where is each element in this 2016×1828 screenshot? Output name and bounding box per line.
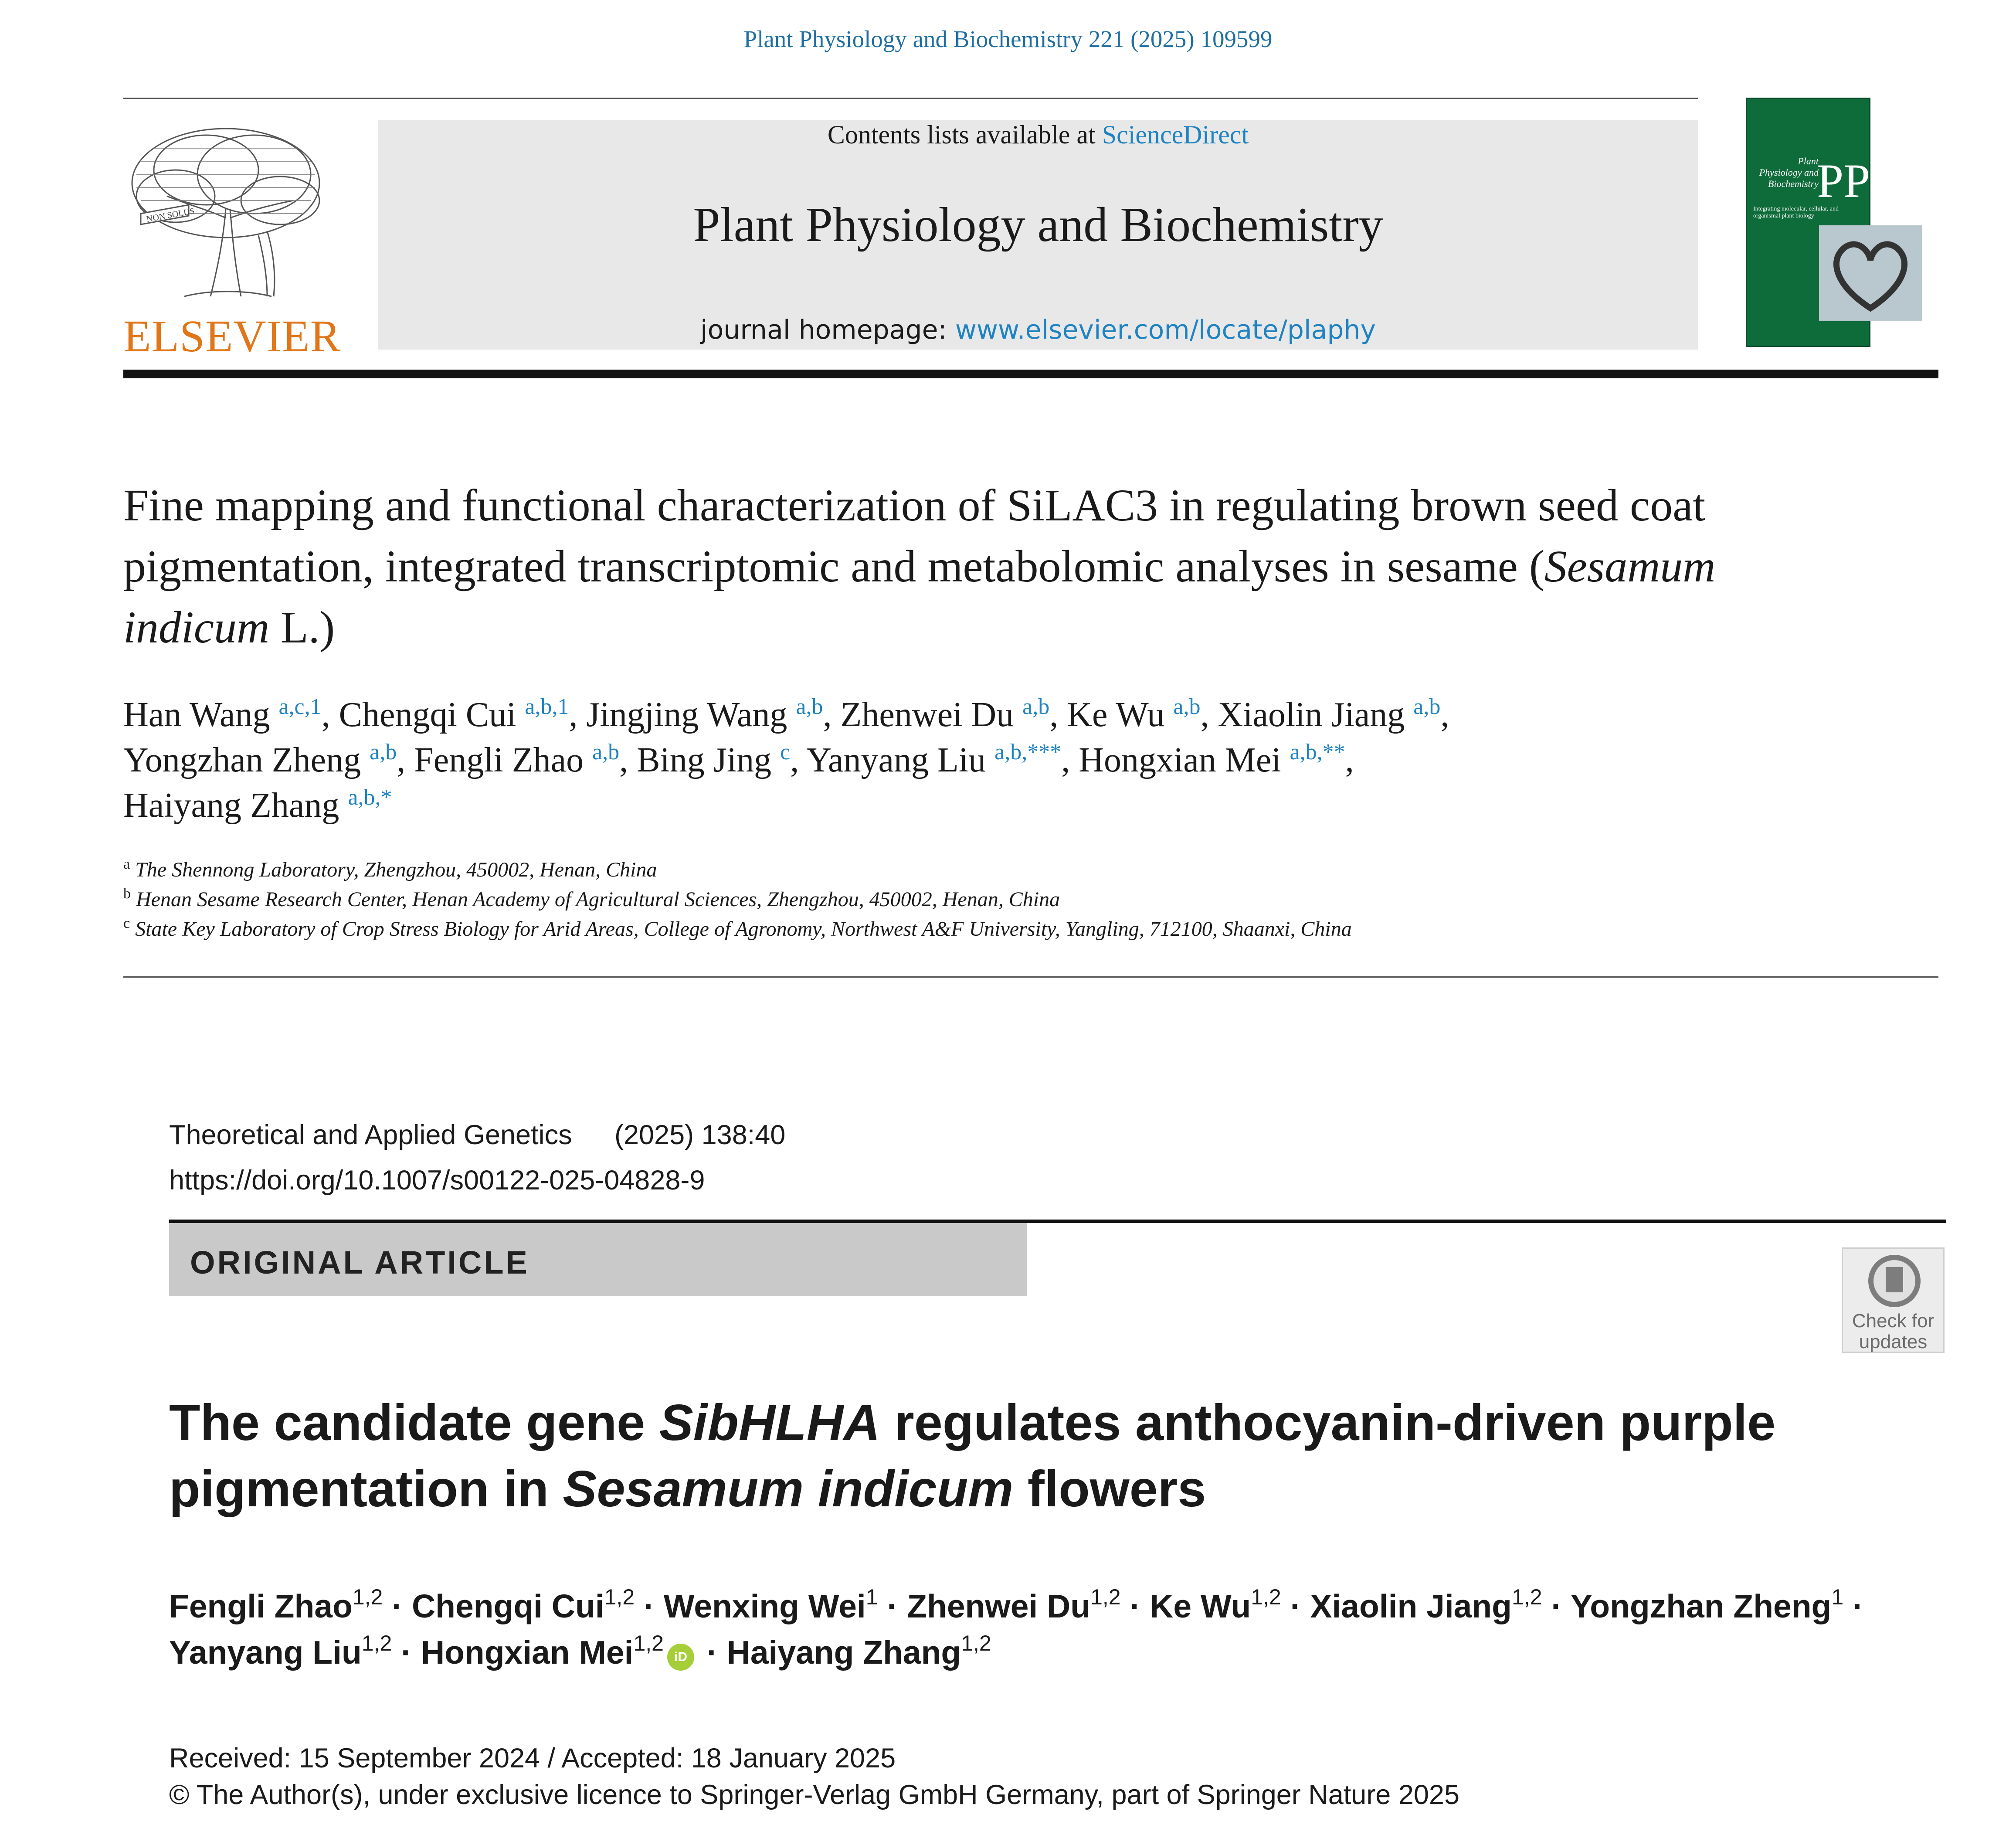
cover-image	[1819, 225, 1922, 321]
title-text-mid: regulates anthocyanin-driven purple pigmentation in	[169, 1394, 1776, 1517]
author-affiliation-sup[interactable]: a,b	[1022, 694, 1050, 719]
springer-journal-name: Theoretical and Applied Genetics	[169, 1120, 572, 1150]
author-entry	[123, 741, 397, 779]
author-affiliation-sup[interactable]: a,c,1	[278, 694, 322, 719]
author-name: Xiaolin Jiang	[1310, 1588, 1512, 1624]
title-species-italic: Sesamum indicum	[563, 1460, 1014, 1517]
contents-available-line	[378, 120, 1698, 150]
author-entry	[1570, 1585, 1844, 1624]
article2-title	[169, 1390, 1869, 1522]
springer-doi-link[interactable]: https://doi.org/10.1007/s00122-025-04828-9	[169, 1165, 705, 1196]
author-separator: ·	[1281, 1588, 1310, 1624]
author-entry	[663, 1585, 878, 1624]
affiliation-label: b	[123, 886, 131, 902]
affiliation-label: a	[123, 856, 130, 872]
bookmark-icon	[1886, 1267, 1903, 1292]
author-separator: ·	[635, 1588, 664, 1624]
author-entry	[169, 1631, 392, 1671]
journal-name: Plant Physiology and Biochemistry	[693, 198, 1383, 252]
affiliation-b	[123, 887, 1060, 911]
author-affiliation-sup: 1,2	[961, 1631, 991, 1655]
author-affiliation-sup: 1,2	[604, 1585, 635, 1609]
cover-subtitle: Integrating molecular, cellular, and organismal plant biology	[1753, 206, 1839, 219]
author-name: Zhenwei Du	[907, 1588, 1091, 1624]
author-entry	[123, 786, 392, 825]
author-entry	[1079, 741, 1345, 779]
author-affiliation-sup[interactable]: a,b	[1173, 694, 1201, 719]
copyright-notice: © The Author(s), under exclusive licence to Springer-Verlag GmbH Germany, part of Springer Nature 2025	[169, 1780, 1459, 1810]
author-entry	[169, 1585, 383, 1624]
author-entry	[421, 1631, 698, 1671]
article1-author-list	[123, 692, 1867, 828]
author-name: Chengqi Cui	[412, 1588, 604, 1624]
author-name[interactable]: Haiyang Zhang	[123, 786, 339, 825]
author-separator: ·	[1120, 1588, 1150, 1624]
author-entry	[586, 696, 823, 734]
affiliation-c	[123, 917, 1352, 941]
journal-citation[interactable]: Plant Physiology and Biochemistry 221 (2025) 109599	[743, 26, 1273, 52]
title-text-end: L.)	[269, 602, 335, 652]
author-name[interactable]: Fengli Zhao	[414, 741, 584, 779]
journal-cover-thumbnail[interactable]	[1746, 98, 1902, 347]
author-separator: ,	[1200, 696, 1218, 734]
author-name[interactable]: Xiaolin Jiang	[1218, 696, 1405, 734]
affiliation-text: The Shennong Laboratory, Zhengzhou, 450002, Henan, China	[135, 858, 657, 881]
cover-small-title: Plant Physiology and Biochemistry	[1759, 156, 1819, 189]
author-affiliation-sup[interactable]: a,b,*	[348, 785, 392, 810]
author-affiliation-sup[interactable]: a,b	[370, 740, 397, 764]
author-name[interactable]: Chengqi Cui	[339, 696, 516, 734]
author-entry	[840, 696, 1049, 734]
springer-header-rule	[169, 1220, 1946, 1223]
article1-bottom-rule	[123, 976, 1938, 978]
cover-abbrev: PPB	[1817, 154, 1902, 207]
author-entry	[1310, 1585, 1542, 1624]
author-affiliation-sup: 1,2	[1090, 1585, 1121, 1609]
logo-motto: NON SOLUS	[146, 206, 196, 224]
author-separator: ,	[1345, 741, 1354, 779]
author-separator: ,	[1061, 741, 1079, 779]
author-name: Wenxing Wei	[663, 1588, 866, 1624]
author-name[interactable]: Bing Jing	[637, 741, 772, 779]
affiliation-label: c	[123, 915, 130, 931]
author-affiliation-sup: 1	[1831, 1585, 1844, 1609]
contents-prefix: Contents lists available at	[827, 120, 1102, 149]
title-text: Fine mapping and functional characterization of SiLAC3 in regulating brown seed coat pigmentation, integrated transcriptomic and metabolomic analyses in sesame (	[123, 480, 1706, 591]
author-entry	[726, 1631, 991, 1671]
title-text-end: flowers	[1013, 1460, 1206, 1517]
author-name[interactable]: Yanyang Liu	[806, 741, 986, 779]
author-affiliation-sup: 1,2	[352, 1585, 383, 1609]
author-entry	[123, 696, 322, 734]
author-separator: ,	[321, 696, 339, 734]
author-separator: ,	[619, 741, 637, 779]
author-separator: ,	[569, 696, 587, 734]
author-name[interactable]: Yongzhan Zheng	[123, 741, 361, 779]
author-name[interactable]: Han Wang	[123, 696, 270, 734]
author-affiliation-sup[interactable]: a,b	[796, 694, 823, 719]
article2-author-list	[169, 1583, 1912, 1675]
elsevier-wordmark: ELSEVIER	[123, 311, 341, 361]
author-separator: ,	[397, 741, 414, 779]
homepage-prefix: journal homepage:	[700, 315, 955, 345]
title-text: The candidate gene	[169, 1394, 659, 1451]
author-separator: ,	[1049, 696, 1067, 734]
author-entry	[637, 741, 790, 779]
author-affiliation-sup: 1	[865, 1585, 878, 1609]
author-name: Fengli Zhao	[169, 1588, 353, 1624]
author-affiliation-sup[interactable]: a,b	[1413, 694, 1441, 719]
author-name[interactable]: Ke Wu	[1067, 696, 1165, 734]
orcid-icon[interactable]: iD	[667, 1644, 694, 1671]
springer-volume: (2025) 138:40	[614, 1120, 786, 1150]
author-affiliation-sup[interactable]: a,b,1	[525, 694, 569, 719]
author-affiliation-sup[interactable]: a,b,**	[1290, 740, 1345, 764]
author-separator: ·	[1542, 1588, 1571, 1624]
author-entry	[339, 696, 569, 734]
author-name: Hongxian Mei	[421, 1634, 634, 1671]
sciencedirect-link[interactable]: ScienceDirect	[1102, 120, 1249, 149]
author-name[interactable]: Jingjing Wang	[586, 696, 787, 734]
author-affiliation-sup: 1,2	[633, 1631, 664, 1655]
section-label: ORIGINAL ARTICLE	[190, 1244, 529, 1281]
author-name[interactable]: Hongxian Mei	[1079, 741, 1281, 779]
author-separator: ,	[1440, 696, 1449, 734]
author-affiliation-sup: 1,2	[1251, 1585, 1281, 1609]
author-name: Ke Wu	[1150, 1588, 1251, 1624]
header-thick-rule	[123, 370, 1938, 378]
author-separator: ,	[790, 741, 807, 779]
title-species-italic: Sesamum indicum	[123, 541, 1716, 652]
received-accepted-dates: Received: 15 September 2024 / Accepted: 18 January 2025	[169, 1743, 896, 1774]
author-affiliation-sup[interactable]: c	[780, 740, 791, 764]
author-entry	[414, 741, 619, 779]
affiliation-a	[123, 858, 657, 882]
author-affiliation-sup[interactable]: a,b	[592, 740, 620, 764]
affiliation-text: Henan Sesame Research Center, Henan Academy of Agricultural Sciences, Zhengzhou, 450002, Henan, China	[136, 888, 1060, 911]
author-entry	[412, 1585, 635, 1624]
author-entry	[907, 1585, 1121, 1624]
author-name: Yanyang Liu	[169, 1634, 362, 1671]
author-affiliation-sup: 1,2	[361, 1631, 392, 1655]
author-entry	[806, 741, 1061, 779]
author-entry	[1067, 696, 1200, 734]
author-separator: ·	[392, 1634, 421, 1671]
author-separator: ·	[383, 1588, 412, 1624]
title-gene-italic: SibHLHA	[659, 1394, 880, 1451]
author-entry	[1150, 1585, 1281, 1624]
check-for-updates-button[interactable]	[1842, 1247, 1945, 1353]
affiliation-text: State Key Laboratory of Crop Stress Biology for Arid Areas, College of Agronomy, Northwest A&F University, Yangling, 712100, Shaanxi, China	[135, 917, 1352, 941]
author-name[interactable]: Zhenwei Du	[840, 696, 1014, 734]
author-affiliation-sup[interactable]: a,b,***	[994, 740, 1062, 764]
author-separator: ,	[823, 696, 841, 734]
author-separator: ·	[878, 1588, 907, 1624]
author-name: Haiyang Zhang	[726, 1634, 961, 1671]
author-name: Yongzhan Zheng	[1570, 1588, 1832, 1624]
journal-homepage-link[interactable]: www.elsevier.com/locate/plaphy	[955, 315, 1376, 345]
author-entry	[1218, 696, 1440, 734]
author-affiliation-sup: 1,2	[1512, 1585, 1542, 1609]
check-updates-label: Check for updates	[1852, 1310, 1935, 1352]
header-top-rule	[123, 98, 1698, 99]
article1-title	[123, 475, 1736, 658]
author-separator: ·	[698, 1634, 727, 1671]
author-separator: ·	[1843, 1588, 1863, 1624]
journal-homepage-line	[378, 315, 1698, 345]
